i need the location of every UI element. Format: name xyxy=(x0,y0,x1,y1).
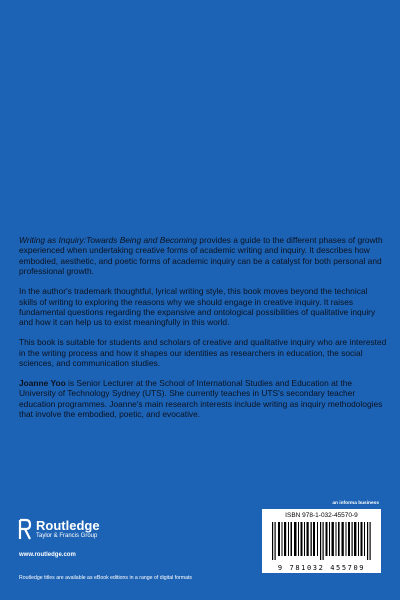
ebook-note: Routledge titles are available as eBook editions in a range of digital formats xyxy=(19,575,193,581)
author-bio xyxy=(19,378,387,420)
publisher-url[interactable]: www.routledge.com xyxy=(19,552,76,558)
barcode-panel xyxy=(262,509,381,573)
informa-tagline: an informa business xyxy=(332,501,379,506)
barcode-bars-icon xyxy=(270,522,373,560)
publisher-name: Routledge xyxy=(36,517,100,533)
barcode-digits: 9 781032 455709 xyxy=(277,564,366,572)
publisher-brand xyxy=(18,517,100,541)
isbn-label: ISBN 978-1-032-45570-9 xyxy=(285,512,358,519)
blurb-paragraph-2: In the author's trademark thoughtful, lyrical writing style, this book moves beyond the technical skills of writing to exploring the reasons why we should engage in creative inquiry. It raises fundamental questions regarding the expansive and ontological possibilities of qualitative inquiry and how it can help us to exist meaningfully in this world. xyxy=(19,286,376,328)
blurb-paragraph-3: This book is suitable for students and scholars of creative and qualitative inquiry who are interested in the writing process and how it shapes our identities as researchers in education, the social sciences, and communication studies. xyxy=(19,337,387,369)
author-bio-text: is Senior Lecturer at the School of International Studies and Education at the University of Technology Sydney (UTS). She currently teaches in UTS's secondary teacher education programmes. Joanne's main research interests include writing as inquiry methodologies that involve the embodied, poetic, and evocative. xyxy=(19,377,383,420)
author-name: Joanne Yoo xyxy=(19,377,66,388)
publisher-name-block xyxy=(36,519,100,540)
routledge-logo-icon xyxy=(18,517,32,541)
blurb-text-1: provides a guide to the different phases of growth experienced when undertaking creative forms of academic writing and inquiry. It describes how embodied, aesthetic, and poetic forms of academic inquiry can be a catalyst for both personal and professional growth. xyxy=(19,235,383,277)
blurb-paragraph-1 xyxy=(19,235,387,277)
publisher-group: Taylor & Francis Group xyxy=(36,532,98,539)
book-title: Writing as Inquiry:Towards Being and Becoming xyxy=(19,235,197,245)
back-cover-blurb xyxy=(19,235,387,429)
